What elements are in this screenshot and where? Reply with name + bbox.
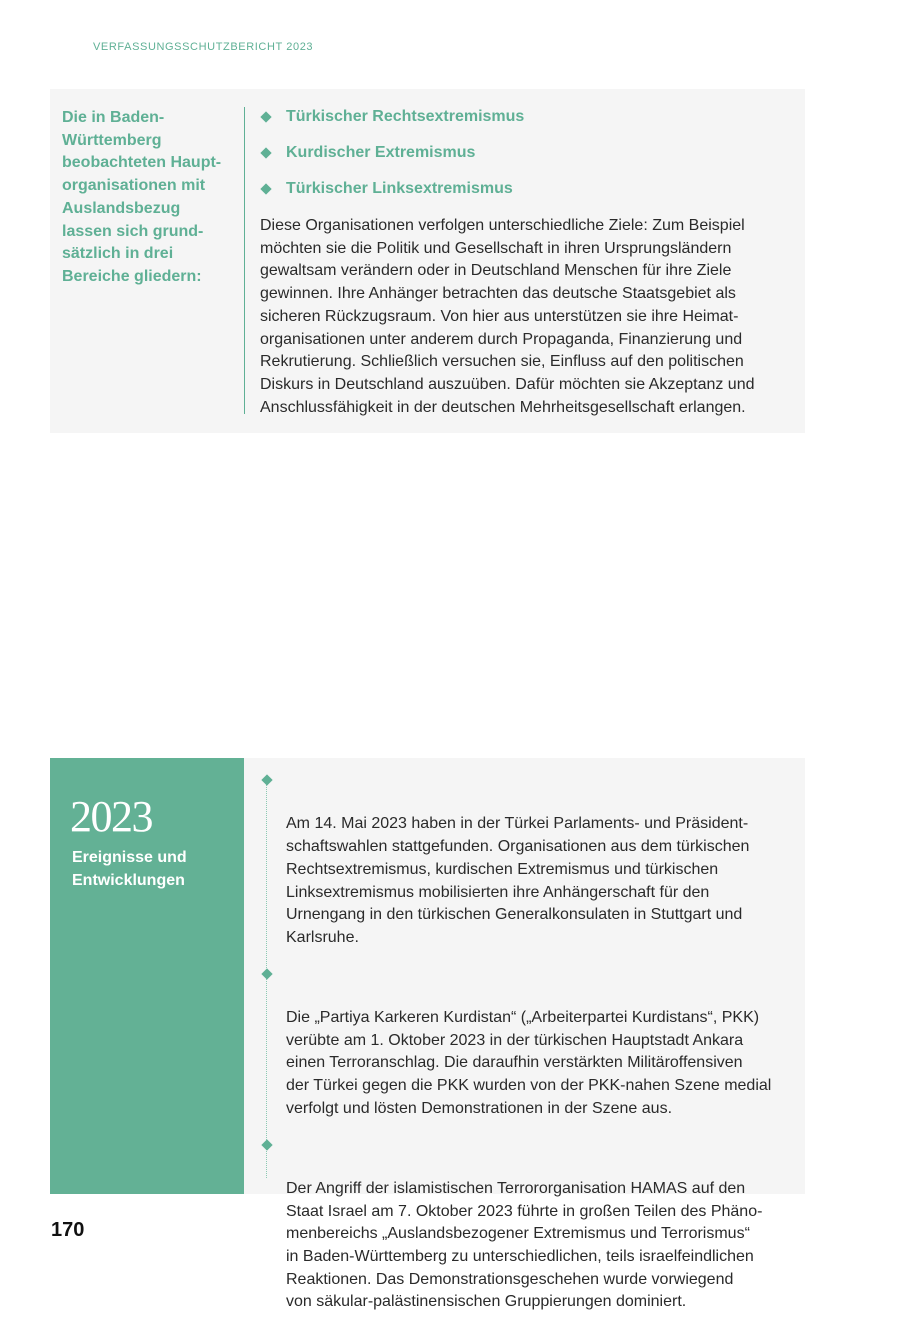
topic-label: Türkischer Rechtsextremismus: [286, 108, 525, 125]
event-item: [260, 1133, 806, 1315]
topic-label: Türkischer Linksextremismus: [286, 180, 513, 197]
topic-list: [260, 106, 524, 214]
topic-item: [260, 106, 524, 142]
running-header: VERFASSUNGSSCHUTZBERICHT 2023: [93, 41, 314, 53]
diamond-bullet-icon: [260, 111, 271, 122]
topic-label: Kurdischer Extremismus: [286, 144, 476, 161]
topic-item: [260, 142, 524, 178]
event-list: [260, 768, 806, 1326]
event-text: Am 14. Mai 2023 haben in der Türkei Parlaments- und Präsident- schaftswahlen stattgefunden. Organisationen aus dem türkischen Rechtsextremismus, kurdischen Extremismus und türkischen Linksextremismus mobilisierten ihre Anhängerschaft für den Urnengang in den türkischen Generalkonsulaten in Stuttgart und Karlsruhe.: [286, 815, 750, 946]
year-heading: 2023: [70, 792, 152, 841]
event-item: [260, 768, 806, 950]
event-item: [260, 962, 806, 1121]
topic-item: [260, 178, 524, 214]
event-text: Der Angriff der islamistischen Terrororganisation HAMAS auf den Staat Israel am 7. Oktober 2023 führte in großen Teilen des Phäno- menbereichs „Auslandsbezogener Extremismus und Terrorismus“ in Baden-Württemberg zu unterschiedlichen, teils israelfeindlichen Reaktionen. Das Demonstrationsgeschehen wurde vorwiegend von säkular-palästinensischen Gruppierungen dominiert.: [286, 1179, 763, 1311]
intro-lead-text: Die in Baden- Württemberg beobachteten Haupt- organisationen mit Auslandsbezug lassen sich grund- sätzlich in drei Bereiche gliedern:: [62, 109, 222, 285]
vertical-divider: [244, 107, 245, 414]
event-text: Die „Partiya Karkeren Kurdistan“ („Arbeiterpartei Kurdistans“, PKK) verübte am 1. Oktober 2023 in der türkischen Hauptstadt Ankara einen Terroranschlag. Die daraufhin verstärkten Militäroffensiven der Türkei gegen die PKK wurden von der PKK-nahen Szene medial verfolgt und lösten Demonstrationen in der Szene aus.: [286, 1009, 772, 1117]
page-number: 170: [51, 1219, 85, 1241]
intro-box: [50, 89, 805, 433]
diamond-bullet-icon: [261, 1139, 272, 1150]
diamond-bullet-icon: [261, 774, 272, 785]
intro-body-text: Diese Organisationen verfolgen unterschiedliche Ziele: Zum Beispiel möchten sie die Politik und Gesellschaft in ihren Ursprungsländern gewaltsam verändern oder in Deutschland Menschen für ihre Ziele gewinnen. Ihre Anhänger betrachten das deutsche Staatsgebiet als sicheren Rückzugsraum. Von hier aus unterstützen sie ihre Heimat- organisationen unter anderem durch Propaganda, Finanzierung und Rekrutierung. Schließlich versuchen sie, Einfluss auf den politischen Diskurs in Deutschland auszuüben. Dafür möchten sie Akzeptanz und Anschlussfähigkeit in der deutschen Mehrheitsgesellschaft erlangen.: [260, 217, 755, 416]
diamond-bullet-icon: [261, 968, 272, 979]
diamond-bullet-icon: [260, 183, 271, 194]
year-subtitle: Ereignisse und Entwicklungen: [72, 849, 187, 889]
diamond-bullet-icon: [260, 147, 271, 158]
year-panel: [50, 758, 244, 1194]
